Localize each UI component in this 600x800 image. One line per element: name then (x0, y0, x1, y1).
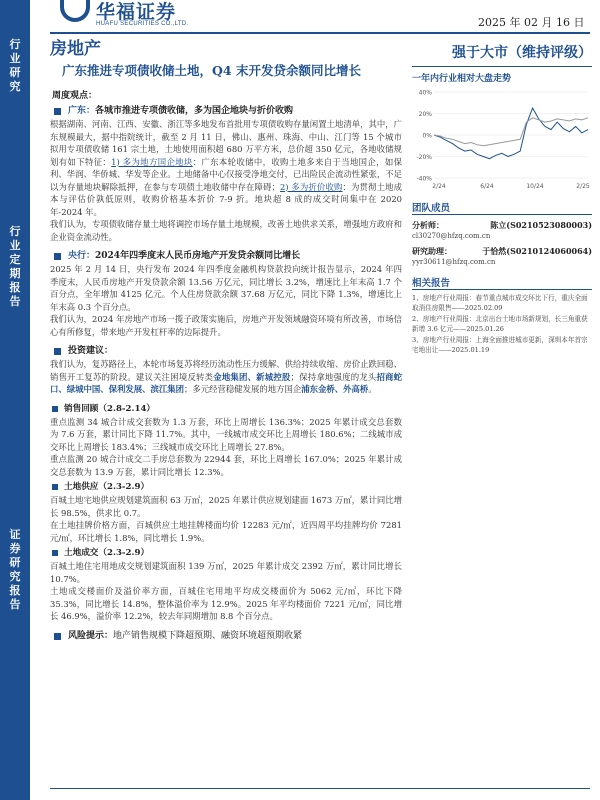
square-bullet-icon (54, 348, 61, 355)
paragraph-text: 。 (368, 384, 377, 394)
assistant-email[interactable]: yyr30611@hfzq.com.cn (412, 258, 496, 266)
sector-title: 房地产 (50, 39, 101, 59)
section-guangdong (50, 105, 402, 243)
section-title-text: 投资建议： (68, 346, 114, 356)
chart-series-line-sector (434, 108, 588, 159)
chart-svg (412, 86, 592, 192)
sidebar-char: 定 (9, 253, 21, 266)
paragraph-text: ：为贯彻土地成本与评估价孰低原则，收购价格基本折价 7-9 折。地块超 8 成的成交时间集中在 2020 年-2024 年。 (50, 181, 403, 217)
section-title (50, 630, 402, 643)
chart-y-tick-label: 40% (418, 89, 432, 97)
sidebar-char: 报 (9, 584, 21, 597)
section-title (50, 105, 402, 118)
paragraph (50, 118, 402, 218)
stock-highlight: 招商蛇口、绿城中国、保利发展、滨江集团 (50, 371, 403, 394)
analyst-row (412, 219, 592, 231)
related-report-item[interactable]: 2、房地产行业周报：北京出台土地市场新规划，长三角重获新增 3.6 亿元——2025.01.26 (412, 315, 588, 333)
paragraph: 土地成交楼面价及溢价率方面，百城住宅用地平均成交楼面价为 5062 元/㎡，环比下降 35.3%，同比增长 14.8%，整体溢价率为 12.9%。2025 年平均楼面价 7221 元/㎡，同比增长 46.9%，溢价率 12.2%，较去年同期增加 8.8 个百分点。 (50, 586, 402, 621)
risk-text: 地产销售规模下降超预期、融资环境超预期收紧 (113, 630, 303, 641)
paragraph: 2025 年 2 月 14 日，央行发布 2024 年四季度金融机构贷款投向统计报告显示，2024 年四季度末，人民币房地产开发贷款余额 13.56 万亿元，同比增长 3.2%，增速比上年末高 1.7 个百分点，全年增加 4125 亿元。个人住房贷款余额 37.68 万亿元，同比下降 1.3%，增速比上年末高 0.3 个百分点。 (50, 264, 402, 312)
sidebar-char: 期 (9, 267, 21, 280)
paragraph-text: ；多元经营稳健发展的地方国企 (184, 384, 302, 394)
chart-series-line-benchmark (434, 118, 588, 146)
highlight-text: 2) 多为折价收购 (279, 181, 343, 192)
logo-subtext: HUAFU SECURITIES CO.,LTD. (96, 21, 189, 27)
paragraph: 我们认为，专项债收储存量土地将调控市场存量土地规模，改善土地供求关系，增强地方政府和企业资金流动性。 (50, 219, 402, 242)
paragraph: 重点监测 20 城合计成交二手房总套数为 22944 套，环比上周增长 167.0%；2025 年累计成交总套数为 13.9 万套，累计同比增长 12.3%。 (50, 454, 402, 477)
chart-x-tick-label: 10/24 (526, 183, 544, 190)
chart-y-tick-label: -40% (416, 175, 432, 183)
related-reports-title: 相关报告 (412, 275, 592, 290)
chart-x-tick-label: 2/25 (576, 183, 590, 190)
viewpoint-label: 周度观点： (52, 91, 98, 101)
relative-performance-chart (412, 86, 592, 192)
paragraph: 在土地挂牌价格方面，百城供应土地挂牌楼面均价 12283 元/㎡，近四周平均挂牌均价 7281 元/㎡，环比增长 1.8%，同比增长 1.9%。 (50, 520, 402, 543)
section-prefix: 广东： (68, 106, 96, 116)
square-bullet-icon (54, 108, 61, 115)
company-logo (58, 0, 228, 34)
chart-y-tick-label: 20% (418, 111, 432, 118)
sidebar-char: 告 (9, 598, 21, 611)
sidebar-char: 业 (9, 239, 21, 252)
subsection-title (50, 547, 402, 560)
chart-x-tick-label: 2/24 (432, 183, 446, 190)
rating-divider (412, 66, 592, 67)
header-divider (50, 32, 590, 34)
square-bullet-icon (54, 633, 61, 640)
paragraph-text: ；保持拿地强度的龙头 (290, 371, 377, 382)
paragraph: 我们认为，2024 年房地产市场一揽子政策实施后，房地产开发领域融资环境有所改善，市场信心有所修复，带来地产开发杠杆率的边际提升。 (50, 314, 402, 337)
chart-y-tick-label: 0% (422, 132, 432, 140)
square-bullet-icon (52, 484, 58, 490)
sidebar-char: 告 (9, 295, 21, 308)
report-headline: 广东推进专项债收储土地，Q4 末开发贷余额同比增长 (62, 63, 361, 78)
subsection-title-text: 销售回顾（2.8-2.14） (64, 403, 156, 414)
stock-highlight: 金地集团、新城控股 (213, 371, 291, 382)
footer-divider (50, 788, 590, 789)
section-title (50, 250, 402, 263)
logo-mark-icon (60, 0, 90, 22)
paragraph-text: ：广东本轮收储中，收购土地多来自于当地国企，如保利、华润、华侨城、华发等企业。土地储备中心仅接受净地交付，已出险民企流动性紧张，不足以为存量地块解除抵押，在参与专项债土地收储中存在障碍； (50, 156, 403, 192)
sidebar-char: 业 (9, 52, 21, 65)
section-prefix: 央行： (68, 251, 96, 261)
analyst-email[interactable]: cl30270@hfzq.com.cn (412, 232, 491, 240)
sidebar-char: 证 (9, 528, 21, 541)
related-report-item[interactable]: 3、房地产行业周报：上海全面推进城市更新，深圳本年首宗宅地出让——2025.01.19 (412, 336, 588, 354)
sidebar-char: 研 (9, 66, 21, 79)
analyst-name: 陈立(S0210523080003) (490, 220, 592, 230)
sidebar-char: 行 (9, 225, 21, 238)
assistant-row (412, 245, 592, 257)
industry-rating: 强于大市（维持评级） (452, 45, 592, 61)
paragraph-text: 我们认为，复苏路径上，本轮市场复苏将经历流动性压力缓解、供给持续收缩、房价止跌回稳、销售开工复苏的阶段。建议关注困境反转类 (50, 359, 402, 382)
assistant-name: 于恰然(S0210124060064) (482, 246, 592, 256)
square-bullet-icon (52, 550, 58, 556)
sidebar-char: 报 (9, 281, 21, 294)
report-date: 2025 年 02 月 16 日 (478, 16, 585, 29)
main-content (50, 36, 402, 643)
sidebar-char: 究 (9, 80, 21, 93)
assistant-role: 研究助理： (412, 246, 452, 256)
sidebar-label-securities (0, 528, 30, 612)
stock-highlight: 浦东金桥、外高桥 (301, 384, 369, 394)
sidebar-char: 行 (9, 38, 21, 51)
sidebar-char: 研 (9, 556, 21, 569)
square-bullet-icon (52, 406, 58, 412)
section-risk (50, 630, 402, 643)
subsection-title (50, 403, 402, 416)
paragraph: 百城土地住宅用地成交规划建筑面积 139 万㎡，2025 年累计成交 2392 万㎡，累计同比增长 10.7%。 (50, 561, 402, 584)
section-title (50, 345, 402, 358)
subsection-title-text: 土地成交（2.3-2.9） (64, 548, 150, 558)
right-column (412, 36, 592, 358)
paragraph (50, 358, 402, 396)
sidebar-char: 券 (9, 542, 21, 555)
related-reports-list (412, 294, 592, 356)
paragraph-text: 根据湖南、河南、江西、安徽、浙江等多地发布首批用专项债收购存量闲置土地清单，其中，广东规模最大，据中指院统计，截至 2 月 11 日，佛山、惠州、珠海、中山、江门等 15 个城市拟用专项债收储 161 宗土地，土地使用面积超 680 万平方米，总价超 350 亿元，各地收储规划有如下特征： (50, 119, 402, 167)
section-land-deal (50, 547, 402, 623)
paragraph: 重点监测 34 城合计成交套数为 1.3 万套，环比上周增长 136.3%；2025 年累计成交总套数为 7.6 万套，累计同比下降 11.7%。其中，一线城市成交环比上周增长 180.6%；二线城市成交环比上周增长 183.4%；三线城市成交环比上周增长 27.8%。 (50, 416, 402, 452)
square-bullet-icon (54, 253, 61, 260)
team-title: 团队成员 (412, 200, 592, 215)
highlight-text: 1) 多为地方国企地块 (111, 156, 193, 167)
sidebar-char: 究 (9, 570, 21, 583)
chart-y-tick-label: -20% (416, 154, 432, 161)
sidebar-label-industry (0, 38, 30, 94)
section-investment-advice (50, 345, 402, 396)
sidebar-label-periodic (0, 225, 30, 309)
left-sidebar (0, 0, 30, 800)
section-title-text: 各城市推进专项债收储，多为国企地块与折价收购 (95, 106, 294, 116)
section-title-text: 风险提示： (68, 630, 114, 641)
analyst-role: 分析师： (412, 220, 444, 230)
subsection-title (50, 481, 402, 494)
section-title-text: 2024年四季度末人民币房地产开发贷余额同比增长 (95, 251, 301, 261)
logo-text: 华福证券 (96, 1, 177, 23)
paragraph: 百城土地宅地供应规划建筑面积 63 万㎡，2025 年累计供应规划建面 1673 万㎡，累计同比增长 98.5%，供求比 0.7。 (50, 495, 402, 518)
section-land-supply (50, 481, 402, 544)
chart-title: 一年内行业相对大盘走势 (412, 74, 512, 84)
chart-x-tick-label: 6/24 (480, 183, 494, 190)
subsection-title-text: 土地供应（2.3-2.9） (64, 482, 150, 492)
related-report-item[interactable]: 1、房地产行业周报：春节重点城市成交环比下行，重庆全面取消住房限售——2025.02.09 (412, 294, 588, 312)
section-sales-review (50, 403, 402, 479)
section-central-bank (50, 250, 402, 338)
